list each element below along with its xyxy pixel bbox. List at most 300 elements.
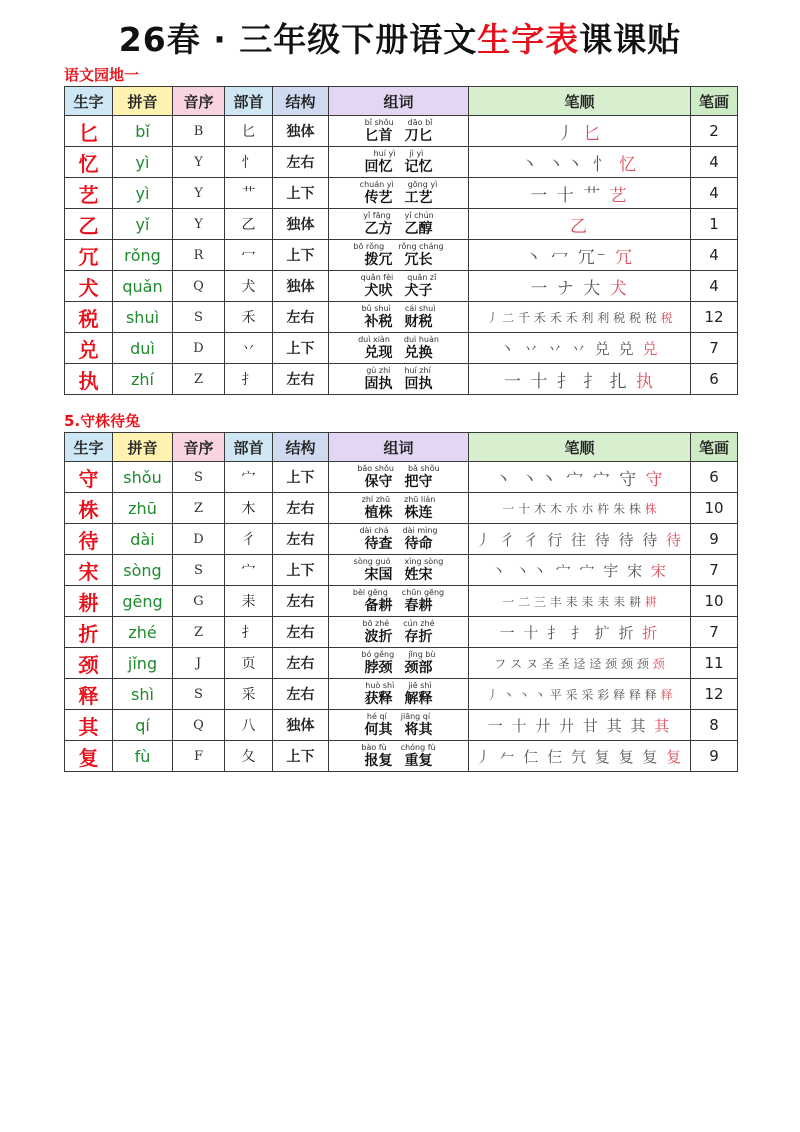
stroke-step: 利 <box>597 310 610 325</box>
stroke-step: 复 <box>642 747 660 766</box>
column-header-radical: 部首 <box>225 87 273 116</box>
stroke-step: 丿 <box>486 687 499 702</box>
table-row <box>65 524 738 555</box>
stroke-order-cell <box>469 364 691 395</box>
word-pinyin: duì huàn <box>403 335 439 344</box>
words-cell <box>329 524 469 555</box>
words-pinyin-line <box>329 744 468 754</box>
character-cell: 折 <box>65 617 113 648</box>
word-hanzi: 乙方 <box>364 221 393 237</box>
pinyin-cell: gēng <box>113 586 173 617</box>
table-row <box>65 147 738 178</box>
stroke-step: 扩 <box>594 623 612 642</box>
stroke-step: 冗⁻ <box>577 247 608 268</box>
words-pinyin-line <box>329 527 468 537</box>
word-pinyin: quǎn fèi <box>360 273 394 282</box>
character-cell: 匕 <box>65 116 113 147</box>
word-hanzi: 待查 <box>364 536 393 552</box>
stroke-count-cell: 10 <box>691 493 738 524</box>
column-header-char: 生字 <box>65 87 113 116</box>
radical-cell: 夂 <box>225 741 273 772</box>
structure-cell: 独体 <box>273 271 329 302</box>
stroke-step: 执 <box>636 371 656 392</box>
word-hanzi: 待命 <box>404 536 433 552</box>
sound-order-cell: B <box>173 116 225 147</box>
radical-cell: 艹 <box>225 178 273 209</box>
title-part1: 26春 · 三年级下册语文 <box>118 20 478 59</box>
stroke-step: 复 <box>666 747 684 766</box>
pinyin-cell: yì <box>113 147 173 178</box>
sound-order-cell: F <box>173 741 225 772</box>
stroke-step: 禾 <box>549 310 562 325</box>
table-row <box>65 586 738 617</box>
stroke-step: 丰 <box>549 594 562 609</box>
radical-cell: 犬 <box>225 271 273 302</box>
stroke-step: 颈 <box>636 656 649 671</box>
stroke-count-cell: 7 <box>691 617 738 648</box>
character-cell: 税 <box>65 302 113 333</box>
column-header-char: 生字 <box>65 433 113 462</box>
character-table-section-2 <box>64 432 738 772</box>
word-hanzi: 犬子 <box>404 283 433 299</box>
radical-cell: 忄 <box>225 147 273 178</box>
words-pinyin-line <box>329 274 468 284</box>
words-hanzi-line <box>329 129 468 143</box>
words-hanzi-line <box>329 222 468 236</box>
stroke-order-cell <box>469 493 691 524</box>
table-row <box>65 364 738 395</box>
words-cell <box>329 710 469 741</box>
stroke-count-cell: 1 <box>691 209 738 240</box>
radical-cell: 禾 <box>225 302 273 333</box>
words-pinyin-line <box>329 305 468 315</box>
stroke-step: 耕 <box>644 594 657 609</box>
words-cell <box>329 364 469 395</box>
word-hanzi: 兑换 <box>404 345 433 361</box>
words-cell <box>329 240 469 271</box>
word-pinyin: yǐ chún <box>404 211 434 220</box>
stroke-step: 颈 <box>621 656 634 671</box>
stroke-step: 朩 <box>565 501 578 516</box>
structure-cell: 上下 <box>273 240 329 271</box>
stroke-step: 宋 <box>650 561 668 580</box>
words-cell <box>329 271 469 302</box>
word-pinyin: yǐ fāng <box>363 211 391 220</box>
stroke-step: ナ <box>556 278 576 299</box>
words-cell <box>329 679 469 710</box>
words-hanzi-line <box>329 377 468 391</box>
column-header-pinyin: 拼音 <box>113 433 173 462</box>
stroke-step: 扌 <box>556 371 576 392</box>
stroke-step: 二 <box>502 310 515 325</box>
stroke-step: 艹 <box>583 185 603 206</box>
stroke-step: 十 <box>511 716 529 735</box>
stroke-count-cell: 10 <box>691 586 738 617</box>
stroke-step: 丷 <box>570 339 588 358</box>
words-pinyin-line <box>329 181 468 191</box>
sound-order-cell: Z <box>173 493 225 524</box>
stroke-order-cell <box>469 116 691 147</box>
structure-cell: 上下 <box>273 555 329 586</box>
word-pinyin: chuán yì <box>359 180 394 189</box>
sound-order-cell: S <box>173 679 225 710</box>
radical-cell: 采 <box>225 679 273 710</box>
words-pinyin-line <box>329 119 468 129</box>
stroke-count-cell: 4 <box>691 240 738 271</box>
character-cell: 待 <box>65 524 113 555</box>
radical-cell: 扌 <box>225 364 273 395</box>
words-hanzi-line <box>329 692 468 706</box>
sound-order-cell: Y <box>173 209 225 240</box>
stroke-step: 丶 <box>533 687 546 702</box>
structure-cell: 左右 <box>273 524 329 555</box>
stroke-step: 禾 <box>533 310 546 325</box>
words-pinyin-line <box>329 336 468 346</box>
sound-order-cell: S <box>173 462 225 493</box>
stroke-step: 迳 <box>589 656 602 671</box>
stroke-step: 艺 <box>609 185 629 206</box>
word-hanzi: 备耕 <box>364 598 393 614</box>
stroke-step: 耒 <box>565 594 578 609</box>
stroke-step: 耕 <box>628 594 641 609</box>
pinyin-cell: zhí <box>113 364 173 395</box>
stroke-step: 甘 <box>582 716 600 735</box>
stroke-step: 复 <box>618 747 636 766</box>
character-cell: 宋 <box>65 555 113 586</box>
table-row <box>65 741 738 772</box>
word-hanzi: 固执 <box>364 376 393 392</box>
stroke-step: 丶 <box>499 339 517 358</box>
character-cell: 执 <box>65 364 113 395</box>
pinyin-cell: zhū <box>113 493 173 524</box>
stroke-step: 丶丶 <box>520 469 559 490</box>
stroke-order-cell <box>469 178 691 209</box>
words-pinyin-line <box>329 620 468 630</box>
column-header-radical: 部首 <box>225 433 273 462</box>
stroke-step: 待 <box>642 530 660 549</box>
word-hanzi: 植株 <box>364 505 393 521</box>
word-pinyin: hé qí <box>366 712 387 721</box>
word-hanzi: 犬吠 <box>364 283 393 299</box>
table-row <box>65 679 738 710</box>
word-pinyin: bǎ shǒu <box>407 464 440 473</box>
words-pinyin-line <box>329 496 468 506</box>
words-pinyin-line <box>329 367 468 377</box>
stroke-step: 折 <box>618 623 636 642</box>
word-hanzi: 拨冗 <box>364 252 393 268</box>
stroke-step: 丶 <box>502 687 515 702</box>
structure-cell: 上下 <box>273 333 329 364</box>
stroke-step: 丿 <box>475 530 493 549</box>
word-hanzi: 将其 <box>404 722 433 738</box>
word-pinyin: bǎo shǒu <box>357 464 394 473</box>
stroke-step: 待 <box>666 530 684 549</box>
character-table-section-1 <box>64 86 738 395</box>
words-hanzi-line <box>329 253 468 267</box>
column-header-pinyin: 拼音 <box>113 87 173 116</box>
pinyin-cell: shuì <box>113 302 173 333</box>
structure-cell: 左右 <box>273 648 329 679</box>
character-cell: 忆 <box>65 147 113 178</box>
stroke-step: 兑 <box>642 339 660 358</box>
stroke-step: 十 <box>530 371 550 392</box>
words-hanzi-line <box>329 315 468 329</box>
word-hanzi: 姓宋 <box>404 567 433 583</box>
pinyin-cell: sòng <box>113 555 173 586</box>
stroke-step: 木 <box>533 501 546 516</box>
words-cell <box>329 462 469 493</box>
stroke-step: 三 <box>533 594 546 609</box>
table-row <box>65 178 738 209</box>
section-label-shouzhu-daitu: 5.守株待兔 <box>64 412 141 430</box>
sound-order-cell: G <box>173 586 225 617</box>
structure-cell: 左右 <box>273 586 329 617</box>
table-row <box>65 271 738 302</box>
stroke-step: 十 <box>523 623 541 642</box>
stroke-count-cell: 4 <box>691 178 738 209</box>
sound-order-cell: Z <box>173 364 225 395</box>
stroke-step: 一 <box>487 716 505 735</box>
structure-cell: 左右 <box>273 364 329 395</box>
radical-cell: 耒 <box>225 586 273 617</box>
stroke-order-cell <box>469 586 691 617</box>
stroke-step: 丶丶 <box>547 154 586 175</box>
word-hanzi: 宋国 <box>364 567 393 583</box>
header-row <box>65 433 738 462</box>
word-pinyin: zhí zhū <box>361 495 391 504</box>
sound-order-cell: R <box>173 240 225 271</box>
stroke-step: 一 <box>530 185 550 206</box>
stroke-step: 其 <box>606 716 624 735</box>
stroke-order-cell <box>469 147 691 178</box>
character-cell: 犬 <box>65 271 113 302</box>
title-part2: 课课贴 <box>579 20 682 59</box>
radical-cell: 木 <box>225 493 273 524</box>
words-hanzi-line <box>329 160 468 174</box>
word-hanzi: 解释 <box>404 691 433 707</box>
stroke-step: 宇 <box>603 561 621 580</box>
word-hanzi: 获释 <box>364 691 393 707</box>
stroke-step: 耒 <box>613 594 626 609</box>
word-pinyin: xìng sòng <box>404 557 444 566</box>
word-pinyin: chūn gēng <box>401 588 445 597</box>
word-hanzi: 冗长 <box>404 252 433 268</box>
header-row <box>65 87 738 116</box>
word-pinyin: quǎn zǐ <box>407 273 437 282</box>
stroke-step: 一 <box>502 501 515 516</box>
pinyin-cell: quǎn <box>113 271 173 302</box>
word-pinyin: bō rǒng <box>353 242 385 251</box>
words-pinyin-line <box>329 150 468 160</box>
column-header-strokes: 笔顺 <box>469 433 691 462</box>
stroke-step: 扌 <box>570 623 588 642</box>
words-hanzi-line <box>329 346 468 360</box>
stroke-step: 二 <box>518 594 531 609</box>
words-pinyin-line <box>329 651 468 661</box>
pinyin-cell: shì <box>113 679 173 710</box>
stroke-step: 释 <box>644 687 657 702</box>
character-cell: 颈 <box>65 648 113 679</box>
words-pinyin-line <box>329 589 468 599</box>
word-hanzi: 存折 <box>404 629 433 645</box>
character-cell: 乙 <box>65 209 113 240</box>
stroke-count-cell: 12 <box>691 302 738 333</box>
table-row <box>65 648 738 679</box>
column-header-structure: 结构 <box>273 433 329 462</box>
word-pinyin: cún zhé <box>403 619 435 628</box>
stroke-step: 宀 <box>592 469 612 490</box>
radical-cell: 彳 <box>225 524 273 555</box>
word-hanzi: 脖颈 <box>364 660 393 676</box>
word-pinyin: rǒng cháng <box>398 242 444 251</box>
page-title <box>0 14 800 61</box>
stroke-step: 其 <box>654 716 672 735</box>
stroke-step: 释 <box>613 687 626 702</box>
stroke-step: 税 <box>613 310 626 325</box>
structure-cell: 左右 <box>273 617 329 648</box>
word-hanzi: 记忆 <box>404 159 433 175</box>
stroke-step: フ <box>494 656 507 671</box>
stroke-order-cell <box>469 271 691 302</box>
word-pinyin: gōng yì <box>407 180 438 189</box>
column-header-words: 组词 <box>329 87 469 116</box>
word-hanzi: 波折 <box>364 629 393 645</box>
table-row <box>65 302 738 333</box>
table-row <box>65 333 738 364</box>
pinyin-cell: bǐ <box>113 116 173 147</box>
pinyin-cell: fù <box>113 741 173 772</box>
stroke-step: 忄 <box>592 154 612 175</box>
stroke-step: 迳 <box>573 656 586 671</box>
structure-cell: 左右 <box>273 679 329 710</box>
character-cell: 株 <box>65 493 113 524</box>
word-pinyin: bào fù <box>361 743 387 752</box>
word-hanzi: 回忆 <box>364 159 393 175</box>
words-pinyin-line <box>329 558 468 568</box>
word-pinyin: jiě shì <box>408 681 432 690</box>
words-cell <box>329 116 469 147</box>
radical-cell: 八 <box>225 710 273 741</box>
sound-order-cell: J <box>173 648 225 679</box>
structure-cell: 独体 <box>273 710 329 741</box>
sound-order-cell: D <box>173 524 225 555</box>
stroke-step: 圣 <box>557 656 570 671</box>
stroke-step: 木 <box>549 501 562 516</box>
stroke-step: 扎 <box>609 371 629 392</box>
pinyin-cell: zhé <box>113 617 173 648</box>
stroke-count-cell: 4 <box>691 147 738 178</box>
stroke-step: 一 <box>530 278 550 299</box>
word-pinyin: sòng guó <box>353 557 391 566</box>
stroke-step: 行 <box>547 530 565 549</box>
stroke-step: 廾 <box>535 716 553 735</box>
stroke-step: 冗 <box>615 247 635 268</box>
word-pinyin: jì yì <box>409 149 424 158</box>
table-row <box>65 493 738 524</box>
stroke-step: 丶 <box>524 247 544 268</box>
stroke-order-cell <box>469 333 691 364</box>
character-cell: 其 <box>65 710 113 741</box>
stroke-step: 守 <box>645 469 665 490</box>
table-row <box>65 462 738 493</box>
stroke-step: 宀 <box>566 469 586 490</box>
stroke-step: 忆 <box>619 154 639 175</box>
word-pinyin: cái shuì <box>404 304 436 313</box>
sound-order-cell: Z <box>173 617 225 648</box>
structure-cell: 上下 <box>273 462 329 493</box>
words-hanzi-line <box>329 191 468 205</box>
structure-cell: 上下 <box>273 178 329 209</box>
stroke-step: 守 <box>619 469 639 490</box>
stroke-order-cell <box>469 741 691 772</box>
words-hanzi-line <box>329 284 468 298</box>
stroke-step: 宋 <box>627 561 645 580</box>
stroke-count-cell: 4 <box>691 271 738 302</box>
word-pinyin: chóng fù <box>400 743 436 752</box>
sound-order-cell: Q <box>173 271 225 302</box>
character-cell: 释 <box>65 679 113 710</box>
words-hanzi-line <box>329 754 468 768</box>
stroke-step: 兑 <box>594 339 612 358</box>
words-hanzi-line <box>329 506 468 520</box>
table-row <box>65 116 738 147</box>
word-hanzi: 重复 <box>404 753 433 769</box>
stroke-step: 利 <box>581 310 594 325</box>
title-highlight: 生字表 <box>477 20 580 59</box>
character-cell: 复 <box>65 741 113 772</box>
radical-cell: 宀 <box>225 462 273 493</box>
words-hanzi-line <box>329 537 468 551</box>
stroke-step: 丿 <box>486 310 499 325</box>
stroke-count-cell: 12 <box>691 679 738 710</box>
pinyin-cell: jǐng <box>113 648 173 679</box>
stroke-step: 折 <box>642 623 660 642</box>
stroke-step: 禾 <box>565 310 578 325</box>
stroke-step: 平 <box>549 687 562 702</box>
stroke-step: 丶 <box>518 687 531 702</box>
stroke-step: 扌 <box>583 371 603 392</box>
radical-cell: 页 <box>225 648 273 679</box>
word-pinyin: huí zhí <box>404 366 431 375</box>
stroke-step: 税 <box>660 310 673 325</box>
words-hanzi-line <box>329 661 468 675</box>
pinyin-cell: duì <box>113 333 173 364</box>
word-hanzi: 补税 <box>364 314 393 330</box>
column-header-order: 音序 <box>173 433 225 462</box>
word-pinyin: bó gěng <box>361 650 395 659</box>
stroke-step: 犬 <box>609 278 629 299</box>
radical-cell: 乙 <box>225 209 273 240</box>
stroke-count-cell: 2 <box>691 116 738 147</box>
stroke-step: 释 <box>660 687 673 702</box>
column-header-strokes: 笔顺 <box>469 87 691 116</box>
words-pinyin-line <box>329 682 468 692</box>
stroke-order-cell <box>469 462 691 493</box>
stroke-order-cell <box>469 679 691 710</box>
pinyin-cell: yǐ <box>113 209 173 240</box>
stroke-step: 丿 <box>556 123 576 144</box>
words-pinyin-line <box>329 465 468 475</box>
word-pinyin: bō zhé <box>362 619 390 628</box>
word-hanzi: 匕首 <box>364 128 393 144</box>
stroke-order-cell <box>469 240 691 271</box>
word-hanzi: 春耕 <box>404 598 433 614</box>
stroke-step: 宀 <box>579 561 597 580</box>
stroke-step: 𠂉 <box>499 747 517 766</box>
stroke-count-cell: 11 <box>691 648 738 679</box>
radical-cell: 丷 <box>225 333 273 364</box>
radical-cell: 宀 <box>225 555 273 586</box>
